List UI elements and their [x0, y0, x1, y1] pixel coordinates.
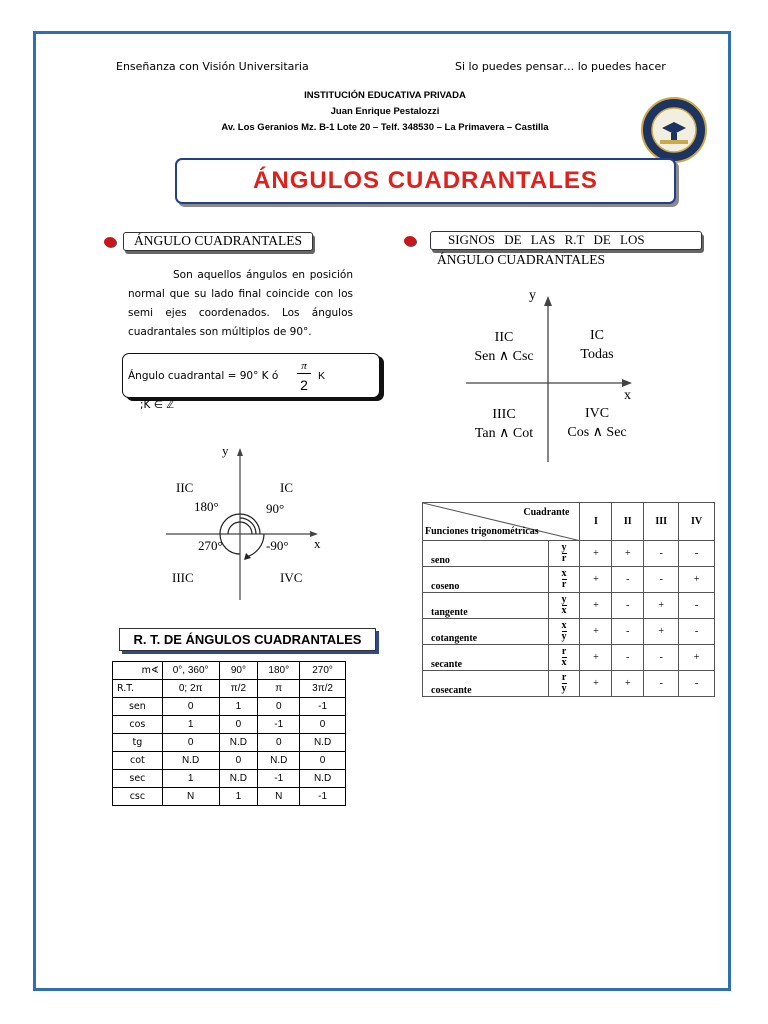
fraction: [562, 621, 567, 642]
diagram-neg90: -90°: [266, 538, 289, 553]
signs-q1-functions: Todas: [580, 347, 614, 362]
table-cell: secante: [423, 645, 549, 671]
signs-q2-label: IIC: [494, 330, 514, 345]
bullet-icon: [404, 236, 416, 246]
table-cell: IV: [679, 503, 715, 541]
table-cell: sen: [113, 698, 163, 716]
table-cell: -: [612, 567, 644, 593]
fraction-denominator: y: [561, 683, 567, 694]
table-cell: +: [644, 593, 679, 619]
table-cell: 3π/2: [300, 680, 346, 698]
table-row: [113, 662, 346, 680]
school-address: Av. Los Geranios Mz. B-1 Lote 20 – Telf. 348530 – La Primavera – Castilla: [221, 122, 549, 133]
table-cell: -: [679, 541, 715, 567]
fraction-denominator: r: [561, 579, 567, 590]
table-row: [423, 541, 715, 567]
fraction-numerator: x: [561, 620, 567, 631]
table-cell: [548, 593, 580, 619]
fraction-denominator: x: [561, 605, 567, 616]
table-cell: N.D: [219, 770, 258, 788]
diagram-x-label: x: [314, 536, 321, 551]
table-cell: 0: [219, 752, 258, 770]
table-cell: N: [258, 788, 300, 806]
table-cell: +: [679, 645, 715, 671]
table-row: [423, 645, 715, 671]
signs-q1-label: IC: [590, 328, 604, 343]
fraction: [562, 647, 567, 668]
table-cell: π/2: [219, 680, 258, 698]
school-name: Juan Enrique Pestalozzi: [330, 106, 440, 117]
table-cell: +: [580, 541, 612, 567]
table-cell: -: [644, 567, 679, 593]
arc-90: [240, 518, 256, 534]
fraction-numerator: y: [561, 542, 567, 553]
fraction-denominator: x: [561, 657, 567, 668]
table-cell: 270°: [300, 662, 346, 680]
diagram-180: 180°: [194, 499, 219, 514]
left-section-heading: ÁNGULO CUADRANTALES: [134, 233, 303, 248]
table-cell: tangente: [423, 593, 549, 619]
title-box: [175, 158, 676, 204]
table-row: [423, 593, 715, 619]
formula-two: 2: [300, 377, 308, 393]
table-cell: +: [679, 567, 715, 593]
table-cell: +: [612, 671, 644, 697]
school-info: [180, 88, 590, 136]
right-section-heading-line2: ÁNGULO CUADRANTALES: [437, 252, 606, 267]
table-cell: +: [580, 593, 612, 619]
diagram-90: 90°: [266, 501, 285, 516]
table-cell: N.D: [219, 734, 258, 752]
table-cell: 1: [219, 788, 258, 806]
table-cell: -: [679, 593, 715, 619]
corner-bottom-label: Funciones trigonométricas: [425, 526, 539, 537]
table-row: [423, 567, 715, 593]
table-cell: -: [644, 541, 679, 567]
signs-q4-functions: Cos ∧ Sec: [567, 425, 627, 440]
table-cell: -: [644, 671, 679, 697]
right-slogan: Si lo puedes pensar… lo puedes hacer: [455, 60, 666, 73]
rt-table-heading: R. T. DE ÁNGULOS CUADRANTALES: [133, 632, 362, 647]
table-row: [423, 671, 715, 697]
table-cell: -1: [258, 770, 300, 788]
table-row: [423, 619, 715, 645]
table-cell: [548, 567, 580, 593]
table-cell: II: [612, 503, 644, 541]
fraction: [562, 673, 567, 694]
arc-arrow: [244, 553, 251, 560]
table-cell: N.D: [258, 752, 300, 770]
table-cell: -: [679, 619, 715, 645]
table-cell: -1: [300, 698, 346, 716]
table-cell: 0: [300, 716, 346, 734]
left-slogan: Enseñanza con Visión Universitaria: [116, 60, 309, 73]
table-cell: +: [580, 619, 612, 645]
signs-q1: [562, 326, 632, 364]
signs-x-label: x: [624, 388, 631, 403]
fraction-numerator: y: [561, 594, 567, 605]
y-axis-arrow: [544, 296, 552, 306]
diagram-q2: IIC: [176, 480, 194, 495]
table-cell: [548, 671, 580, 697]
table-cell: +: [580, 645, 612, 671]
table-corner-cell: [423, 503, 580, 541]
fraction: [562, 543, 567, 564]
signs-q2-functions: Sen ∧ Csc: [474, 349, 534, 364]
table-cell: -: [679, 671, 715, 697]
signs-q3-functions: Tan ∧ Cot: [474, 426, 534, 441]
school-logo: [640, 96, 708, 164]
table-cell: π: [258, 680, 300, 698]
formula-k: K: [318, 370, 326, 382]
corner-top-label: Cuadrante: [523, 507, 570, 518]
table-cell: -: [644, 645, 679, 671]
bullet-icon: [104, 237, 116, 247]
fraction-denominator: r: [561, 553, 567, 564]
x-axis-arrow: [622, 379, 632, 387]
table-cell: coseno: [423, 567, 549, 593]
right-section-heading-line1: SIGNOS DE LAS R.T DE LOS: [448, 232, 645, 247]
table-cell: -1: [300, 788, 346, 806]
formula-condition: ;K ∈ ℤ: [140, 399, 175, 411]
table-cell: 1: [162, 716, 219, 734]
table-cell: +: [644, 619, 679, 645]
signs-q2: [468, 328, 540, 366]
diagram-q4: IVC: [280, 570, 303, 585]
table-cell: -1: [258, 716, 300, 734]
table-cell: [548, 645, 580, 671]
rt-values-table: [112, 661, 346, 806]
table-cell: [548, 541, 580, 567]
table-cell: [548, 619, 580, 645]
table-row: [423, 503, 715, 541]
table-cell: tg: [113, 734, 163, 752]
signs-q3: [466, 405, 542, 443]
table-cell: III: [644, 503, 679, 541]
signs-quadrant-diagram: [460, 290, 640, 470]
signs-y-label: y: [529, 288, 536, 303]
table-cell: cot: [113, 752, 163, 770]
table-cell: N: [162, 788, 219, 806]
table-cell: 0; 2π: [162, 680, 219, 698]
table-cell: 0: [258, 698, 300, 716]
page-title: ÁNGULOS CUADRANTALES: [253, 167, 598, 194]
table-cell: 0°, 360°: [162, 662, 219, 680]
table-row: [113, 752, 346, 770]
table-cell: 0: [162, 698, 219, 716]
table-cell: 0: [300, 752, 346, 770]
table-row: [113, 716, 346, 734]
table-cell: 0: [258, 734, 300, 752]
table-cell: I: [580, 503, 612, 541]
table-cell: -: [612, 593, 644, 619]
table-cell: -: [612, 645, 644, 671]
fraction-denominator: y: [561, 631, 567, 642]
school-type: INSTITUCIÓN EDUCATIVA PRIVADA: [304, 90, 466, 101]
fraction-numerator: r: [561, 646, 567, 657]
table-cell: 90°: [219, 662, 258, 680]
fraction-numerator: x: [561, 568, 567, 579]
diagram-y-label: y: [222, 443, 229, 458]
table-row: [113, 770, 346, 788]
arc-neg90: [246, 534, 264, 557]
table-cell: m∢: [113, 662, 163, 680]
diagram-q1: IC: [280, 480, 293, 495]
table-cell: 1: [219, 698, 258, 716]
table-cell: csc: [113, 788, 163, 806]
table-cell: +: [580, 671, 612, 697]
formula-prefix: Ángulo cuadrantal = 90° K ó: [128, 370, 279, 382]
formula-pi: π: [297, 360, 311, 374]
table-cell: 0: [162, 734, 219, 752]
diagram-q3: IIIC: [172, 570, 194, 585]
signs-q4-label: IVC: [584, 406, 610, 421]
signs-q4: [559, 404, 635, 442]
table-row: [113, 698, 346, 716]
diagram-270: 270°: [198, 538, 223, 553]
table-cell: 0: [219, 716, 258, 734]
fraction: [562, 569, 567, 590]
table-cell: seno: [423, 541, 549, 567]
table-cell: cosecante: [423, 671, 549, 697]
table-cell: 180°: [258, 662, 300, 680]
table-row: [113, 680, 346, 698]
y-axis-arrow: [237, 448, 243, 456]
table-row: [113, 788, 346, 806]
fraction: [562, 595, 567, 616]
signs-table: [422, 502, 715, 697]
signs-q3-label: IIIC: [492, 407, 516, 422]
table-cell: N.D: [300, 734, 346, 752]
rt-table-heading-box: [119, 628, 376, 651]
table-cell: +: [580, 567, 612, 593]
fraction-numerator: r: [561, 672, 567, 683]
table-cell: -: [612, 619, 644, 645]
table-cell: sec: [113, 770, 163, 788]
table-cell: N.D: [162, 752, 219, 770]
table-row: [113, 734, 346, 752]
table-cell: R.T.: [113, 680, 163, 698]
table-cell: 1: [162, 770, 219, 788]
definition-paragraph: Son aquellos ángulos en posición normal que su lado final coincide con los semi ejes coordenados. Los ángulos cuadrantales son múltiplos de 90°.: [128, 269, 353, 338]
table-cell: cotangente: [423, 619, 549, 645]
table-cell: cos: [113, 716, 163, 734]
table-cell: +: [612, 541, 644, 567]
table-cell: N.D: [300, 770, 346, 788]
